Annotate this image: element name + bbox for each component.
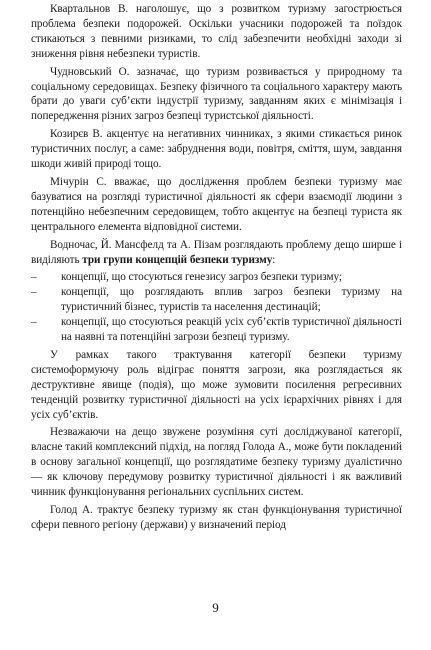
- dash-bullet: –: [31, 271, 37, 284]
- paragraph-mansfeld-pizam-colon: :: [272, 253, 276, 266]
- list-item-text: концепції, що розглядають вплив загроз безпеки туризму на туристичний бізнес, туристів та населення дестинацій;: [61, 286, 402, 314]
- list-item: [31, 285, 402, 315]
- paragraph-holod-definition: Голод А. трактує безпеку туризму як стан функціонування туристичної сфери певного регіону (держави) у визначений період: [31, 504, 402, 531]
- list-item-text: концепції, що стосуються реакцій усіх суб’єктів туристичної діяльності на наявні та потенційні загрози безпеці туризму.: [61, 316, 402, 344]
- dash-bullet: –: [31, 316, 37, 329]
- list-item-text: концепції, що стосуються генезису загроз безпеки туризму;: [61, 271, 342, 284]
- list-item: [31, 315, 402, 345]
- page-body: [31, 2, 402, 536]
- paragraph-kvartalnov: Квартальнов В. наголошує, що з розвитком туризму загострюється проблема безпеки подорожей. Оскільки учасники подорожей та поїздок стикаються з певними ризиками, то слід забезпечити необхідні заходи зі зниження рівня небезпеки туристів.: [31, 3, 402, 60]
- concepts-list: [31, 270, 402, 345]
- paragraph-chudnovsky: Чудновський О. зазначає, що туризм розвивається у природному та соціальному середовищах. Безпеку фізичного та соціального характеру мають брати до уваги суб’єкти індустрії туризму, завданням яких є мінімізація і попередження різних загроз безпеці туристської діяльності.: [31, 65, 402, 123]
- paragraph-mansfeld-pizam-text: Водночас, Й. Мансфелд та А. Пізам розглядають проблему дещо ширше і виділяють: [31, 238, 402, 266]
- paragraph-threat-concept: У рамках такого трактування категорії безпеки туризму системоформуючу роль відіграє поняття загрози, яка розглядається як деструктивне явище (подія), що може зумовити посилення регресивних тенденцій розвитку туристичної діяльності на усіх ієрархічних рівнях і для усіх суб’єктів.: [31, 348, 402, 421]
- three-groups-concepts-bold: три групи концепцій безпеки туризму: [82, 253, 273, 266]
- paragraph-holod-approach: Незважаючи на дещо звужене розуміння суті досліджуваної категорії, власне такий комплексний підхід, на погляд Голода А., може бути покладений в основу загальної концепції, що розглядатиме безпеку туризму дуалістично — як ключову передумову розвитку туристичної діяльності і як важливий чинник функціонування регіональних суспільних систем.: [31, 426, 402, 499]
- paragraph-kozyrev: Козирєв В. акцентує на негативних чинниках, з якими стикається ринок туристичних послуг, а саме: забруднення води, повітря, сміття, шум, завдання шкоди живій природі тощо.: [31, 128, 402, 171]
- paragraph-michurin: Мічурін С. вважає, що дослідження проблем безпеки туризму має базуватися на розгляді туристичної діяльності як сфери взаємодії людини з потенційно небезпечним середовищем, тобто акцентує на безпеці туриста як центрального елемента відповідної системи.: [31, 175, 402, 233]
- list-item: [31, 270, 402, 285]
- paragraph-mansfeld-pizam: [31, 238, 402, 268]
- page-number: 9: [212, 600, 219, 615]
- dash-bullet: –: [31, 286, 37, 299]
